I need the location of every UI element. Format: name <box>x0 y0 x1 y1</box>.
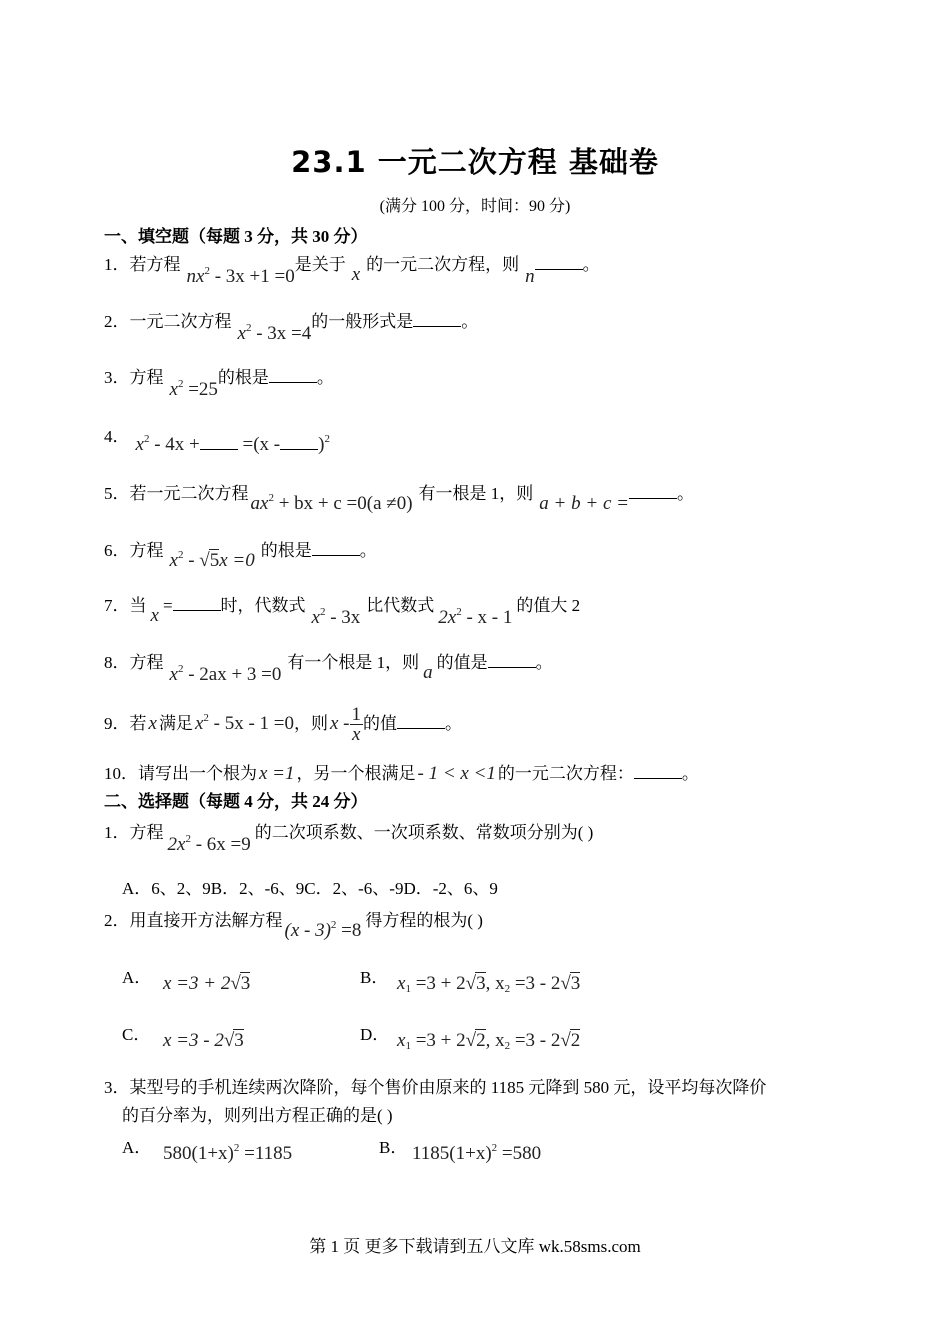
answer-blank <box>634 764 682 779</box>
section-heading-multiple-choice: 二、选择题（每题 4 分，共 24 分） <box>104 792 368 811</box>
section-heading-fill-in: 一、填空题（每题 3 分，共 30 分） <box>104 227 368 246</box>
question-10: 10．请写出一个根为 x =1 ，另一个根满足 - 1 < x <1 的一元二次方程： 。 <box>104 763 699 784</box>
answer-blank <box>413 312 461 327</box>
choice-question-2: 2．用直接开方法解方程 (x - 3)$^2$ =8 得方程的根为( ) <box>104 911 483 941</box>
option-label-c: C． <box>122 1025 151 1044</box>
option-b-equation: $1185(1+x)^2 =580$ <box>412 1142 542 1164</box>
question-9: 9．若 x 满足 $x^2 - 5x - 1 =0$，则 x - $\frac{1}{x}$ 的值 。 <box>104 704 463 745</box>
answer-blank <box>173 596 221 611</box>
question-2: 2．一元二次方程$x^2 - 3x =4$的一般形式是 。 <box>104 312 479 344</box>
page-footer: 第 1 页 更多下载请到五八文库 wk.58sms.com <box>309 1237 641 1256</box>
option-label-a: A． <box>122 968 152 987</box>
option-label-d: D． <box>360 1025 390 1044</box>
answer-blank <box>269 368 317 383</box>
option-label-b: B． <box>360 968 389 987</box>
answer-blank <box>535 255 583 270</box>
question-5: 5．若一元二次方程 $ax^2$ + bx + c =0(a ≠0) 有一根是 1，则 a + b + c = 。 <box>104 484 694 514</box>
question-6: 6．方程 $x^2 - √5x =0$ 的根是 。 <box>104 541 377 571</box>
answer-blank <box>312 541 360 556</box>
question-3: 3．方程$x^2 =25$的根是 。 <box>104 368 334 400</box>
answer-blank <box>629 484 677 499</box>
question-1: 1．若方程$nx^2 - 3x +1 =0$是关于 x 的一元二次方程，则n。 <box>104 255 600 287</box>
option-a-equation: $580(1+x)^2 =1185$ <box>163 1142 293 1164</box>
answer-blank <box>488 653 536 668</box>
choice-question-3: 3．某型号的手机连续两次降阶，每个售价由原来的 1185 元降到 580 元，设平均每次降价 <box>104 1078 767 1097</box>
choice-question-3-line2: 的百分率为，则列出方程正确的是( ) <box>122 1106 393 1125</box>
option-d-equation: $x_1 =3 + 2√2$, $x_2 =3 - 2√2$ <box>397 1030 581 1052</box>
answer-blank <box>397 714 445 729</box>
option-label-a: A． <box>122 1138 152 1157</box>
choice-options-1: A．6、2、9B．2、-6、9C．2、-6、-9D．-2、6、9 <box>122 879 498 898</box>
question-4: 4． $x^2 - 4x + =(x - )^2$ <box>104 427 330 455</box>
page-subtitle: (满分 100 分，时间：90 分) <box>379 198 571 215</box>
question-8: 8．方程$x^2 - 2ax + 3 =0$有一个根是 1，则 a 的值是 。 <box>104 653 553 685</box>
option-b-equation: $x_1 =3 + 2√3$, $x_2 =3 - 2√3$ <box>397 973 581 995</box>
choice-question-1: 1．方程$2x^2 - 6x =9$的二次项系数、一次项系数、常数项分别为( ) <box>104 823 594 855</box>
option-c-equation: x =3 - 2√3 <box>163 1030 244 1051</box>
option-a-equation: x =3 + 2√3 <box>163 973 251 994</box>
question-7: 7．当 x = 时，代数式$x^2 - 3x$比代数式$2x^2$ - x - 1的值大 2 <box>104 596 581 628</box>
page-title: 23.1 一元二次方程 基础卷 <box>291 145 659 179</box>
option-label-b: B． <box>379 1138 408 1157</box>
